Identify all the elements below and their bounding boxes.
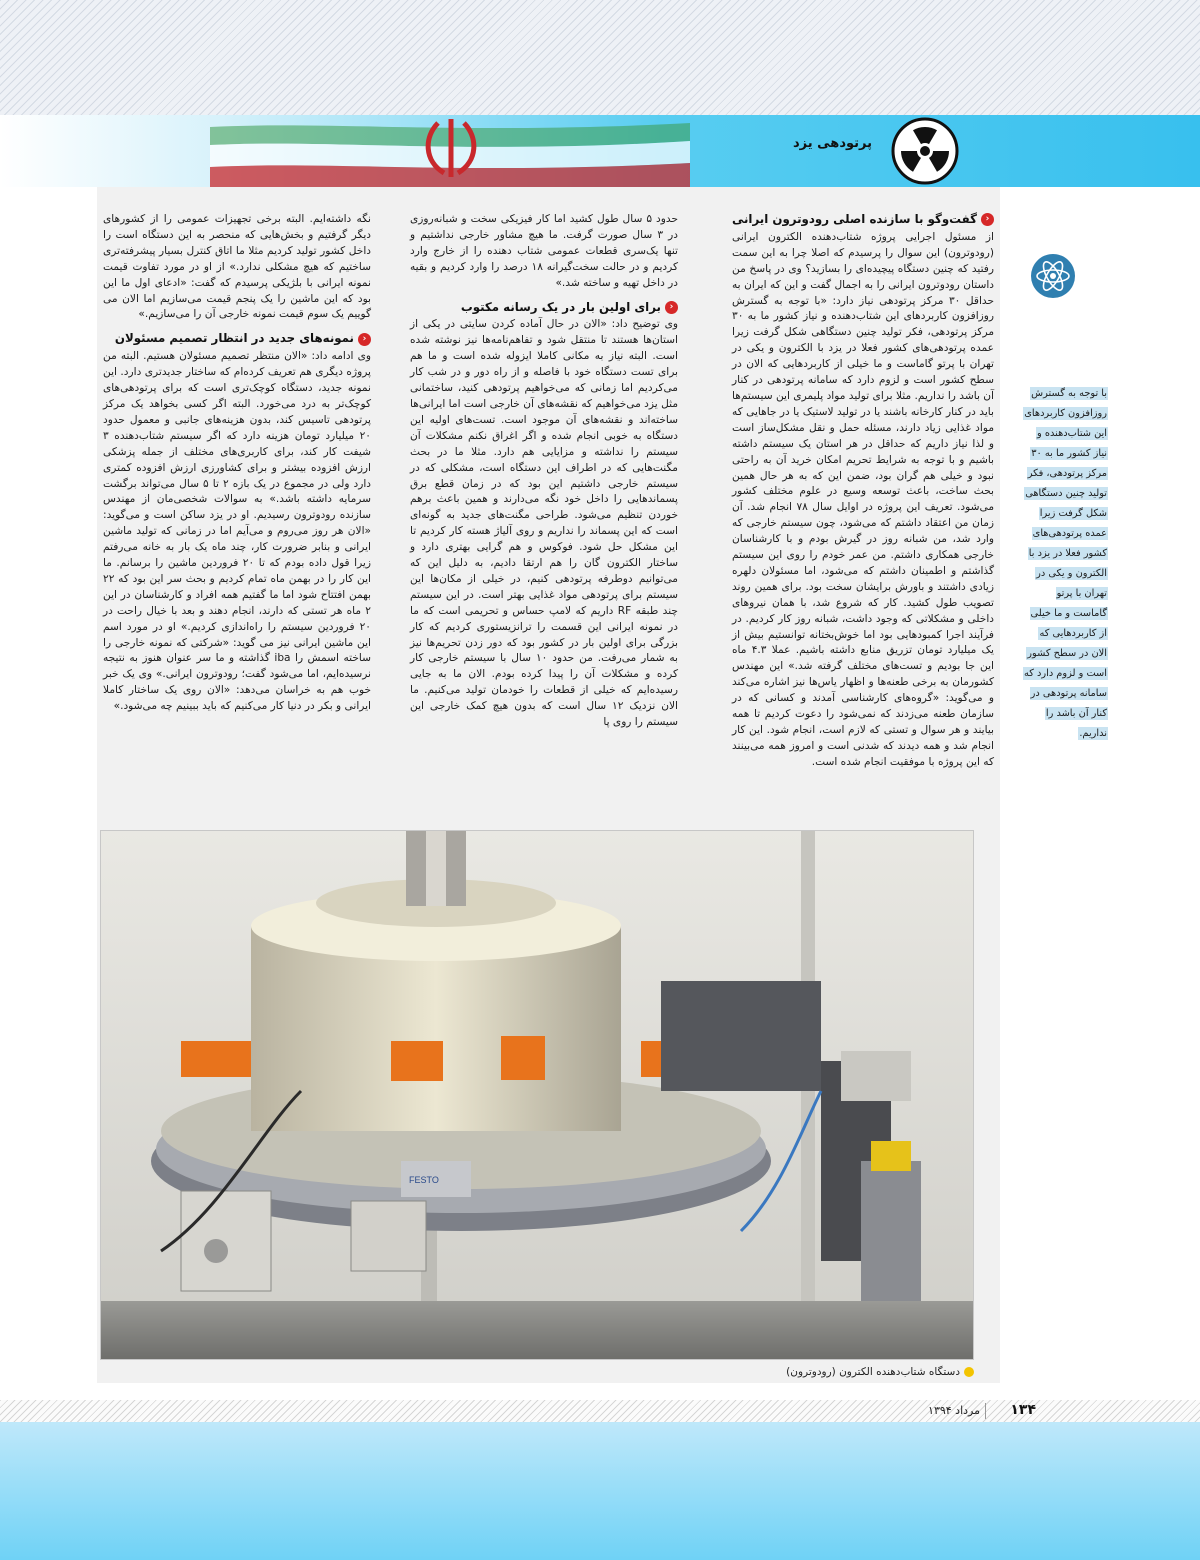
rhodotron-photo: [100, 830, 974, 1360]
article-column-3: [103, 212, 371, 717]
radiation-icon: [891, 117, 959, 185]
paragraph: حدود ۵ سال طول کشید اما کار فیزیکی سخت و شبانه‌روزی در ۳ سال صورت گرفت. ما هیچ مشاور خارجی نداشتیم و تنها یک‌سری قطعات عمومی شتاب دهنده را از خارج وارد کردیم و در حالت سخت‌گیرانه ۱۸ درصد را وارد کردیم و بقیه در داخل تهیه و ساخته شد.»: [410, 213, 679, 289]
bottom-band: [0, 1422, 1200, 1560]
subheading-new-models: ‹ نمونه‌های جدید در انتظار تصمیم مسئولان: [103, 331, 371, 347]
page-number: ۱۳۴: [1010, 1402, 1036, 1418]
subheading-interview: ‹ گفت‌وگو با سازنده اصلی رودوترون ایرانی: [732, 212, 994, 228]
chevron-bullet-icon: ‹: [981, 213, 994, 226]
chevron-bullet-icon: ‹: [358, 333, 371, 346]
section-title: پرتودهی یزد: [792, 136, 872, 151]
paragraph: از مسئول اجرایی پروژه شتاب‌دهنده الکترون ایرانی (رودوترون) این سوال را پرسیدم که اصلا چرا به این سمت رفتید که چنین دستگاه پیچیده‌ای را بسازید؟ وی در پاسخ من داستان رودوترون ایرانی را به اجمال گفت و این که ایران به حداقل ۳۰ مرکز پرتودهی نیاز دارد: «با توجه به گسترش روزافزون کاربردهای این شتاب‌دهنده و نیاز کشور ما به ۳۰ مرکز پرتودهی، فکر تولید چنین دستگاهی شکل گرفت زیرا عمده پرتودهی‌های کشور فعلا در یزد با الکترون و یکی در تهران با پرتو گاماست و ما خیلی از کاربردهایی که الان در سطح کشور است و لزوم دارد که سامانه پرتودهی در کنار آن باشد را نداریم. مثلا برای تولید مواد پلیمری این سیستم‌ها باید در کنار کارخانه باشند یا در تولید لاستیک یا در جاهایی که مواد غذایی زیاد دارند، مسئله حمل و نقل مشکل‌ساز است و لذا نیاز داریم که حداقل در هر استان یک سیستم داشته باشیم و با توجه به شرایط تحریم امکان خرید آن به راحتی نبود و خیلی هم گران بود، ضمن این که به هر حال همین بحث ساخت، باعث توسعه وسیع در علوم مختلف کشور می‌شود. تعریف این پروژه در اوایل سال ۷۸ انجام شد. آن زمان من اعتقاد داشتم که می‌شود، چون سیستم خارجی که وارد شد، من شبانه روز در گیرش بودم و با کارشناسان خارجی همکاری داشتم. من عمر خودم را روی این سیستم گذاشتم و اطمینان داشتم که می‌شود، اما مسئولان دلهره زیادی داشتند و باورش برایشان سخت بود. برای همین روند تصویب طول کشید. کار که شروع شد، با همان نیروهای داخلی و مشکلاتی که وجود داشت، شبانه روز کار کردیم. در فرآیند اجرا کمبودهایی بود اما خوش‌بختانه توانستیم بیش از یک میلیارد تومان تزریق منابع داشته باشیم. عملا ۴.۳ ماه این جا بودیم و تست‌های مختلف گرفته شد.» این مهندس کشورمان به برخی طعنه‌ها و اظهار یاس‌ها نیز اشاره می‌کند و می‌گوید: «گروه‌های کارشناسی آمدند و کسانی که در سازمان طعنه می‌زدند که نمی‌شود را دعوت کردیم تا همه بیایند و هر سوال و تستی که لازم است، انجام شود. این کار انجام شد و همه دیدند که شدنی است و امروز همه می‌بینند که این پروژه با موفقیت انجام شده است.: [732, 230, 994, 768]
issue-date: مرداد ۱۳۹۴: [928, 1404, 980, 1417]
subheading-first-time: ‹ برای اولین بار در یک رسانه مکتوب: [410, 300, 678, 316]
article-column-2: [410, 212, 678, 733]
caption-marker-icon: [964, 1367, 974, 1377]
rhodotron-machine-illustration: [101, 831, 974, 1360]
iran-flag-graphic: [210, 115, 690, 187]
chevron-bullet-icon: ‹: [665, 301, 678, 314]
sidebar-pull-quote: با توجه به گسترش روزافزون کاربردهای این شتاب‌دهنده و نیاز کشور ما به ۳۰ مرکز پرتودهی، فکر تولید چنین دستگاهی شکل گرفت زیرا عمده پرتودهی‌های کشور فعلا در یزد با الکترون و یکی در تهران با پرتو گاماست و ما خیلی از کاربردهایی که الان در سطح کشور است و لزوم دارد که سامانه پرتودهی در کنار آن باشد را نداریم.: [1023, 388, 1107, 739]
top-pattern-band: [0, 0, 1200, 115]
article-column-1: [732, 212, 994, 773]
paragraph: وی ادامه داد: «الان منتظر تصمیم مسئولان هستیم. البته من پروژه دیگری هم تعریف کرده‌ام که ساختار جدیدتری دارد. این نمونه جدید، دستگاه کوچک‌تری است که برای پرتودهی‌های کوچک‌تر به درد می‌خورد. البته اگر کسی بخواهد یک مرکز پرتودهی تاسیس کند، بدون هزینه‌های جانبی و معمول حدود ۲۰ میلیارد تومان هزینه دارد که اگر سیستم شتاب‌دهنده ۳ شیفت کار کند، برای کاربری‌های مختلف از جمله پزشکی ارزش افزوده بیشتر و برای کشاورزی ارزش افزوده کمتری دارد ولی در مجموع در یک بازه ۲ تا ۵ سال می‌تواند برگشت سرمایه داشته باشد.» به سوالات شخصی‌مان از مهندس سازنده رودوترون رسیدیم. او در یزد ساکن است و می‌گوید: «الان هر روز می‌روم و می‌آیم اما در زمانی که تولید ماشین ایرانی و بنابر ضرورت کار، چند ماه یک بار به خانه می‌رفتم زیرا قول داده بودم که تا ۲۰ فروردین ماشین را برسانم. ما این کار را در بهمن ماه تمام کردیم و بحث سر این بود که ۲۲ بهمن افتتاح شود اما ما گفتیم همه افراد و کارشناسان در این ۲ ماه هر تستی که دارند، انجام دهند و بعد با خیال راحت در ۲۰ فروردین سیستم را راه‌اندازی کردیم.» او در مورد اسم این ماشین ایرانی نیز می گوید: «شرکتی که نمونه خارجی را ساخته اسمش را iba گذاشته و ما سر عنوان هنوز به نتیجه نرسیده‌ایم، اما می‌شود گفت؛ رودوترون ایرانی.» وی یک خبر خوب هم به خراسان می‌دهد: «الان روی یک ساختار کاملا ایرانی و بکر در دنیا کار می‌کنیم که باید ببینیم چه می‌شود.»: [103, 350, 371, 713]
photo-label: FESTO: [409, 1175, 439, 1185]
header-band: [0, 115, 1200, 187]
atom-icon: [1030, 253, 1076, 299]
footer-divider: [985, 1403, 986, 1419]
paragraph: نگه داشته‌ایم. البته برخی تجهیزات عمومی را از کشورهای دیگر گرفتیم و بخش‌هایی که منحصر به این دستگاه است را داخل کشور تولید کردیم مثلا ما اتاق کنترل بسیار پیشرفته‌تری ساختیم که هیچ مشکلی ندارد.» از او در مورد تفاوت قیمت نمونه ایرانی با بلژیکی پرسیدم که گفت: «ادعای اول ما این بود که این ماشین را یک پنجم قیمت می‌سازیم اما الان می گوییم یک سوم قیمت نمونه خارجی آن را می‌سازیم.»: [103, 213, 371, 321]
paragraph: وی توضیح داد: «الان در حال آماده کردن سایتی در یکی از استان‌ها هستند تا منتقل شود و تفاهم‌نامه‌ها نیز نوشته شده است. البته نیاز به مکانی کاملا ایزوله شده است و ما هم برای تست دستگاه خود با فاصله و از راه دور و در شب کار می‌کردیم اما زمانی که می‌خواهیم پرتودهی کنید، ساختمانی مثل یزد می‌خواهیم که نقشه‌های آن خارجی است اما ایرانی‌ها ساخته‌اند و نقشه‌های آن موجود است. تست‌های اولیه این دستگاه به خوبی انجام شده و اگر اغراق نکنم مشکلات آن سیستم را نداشته و مزایایی هم دارد. مثلا ما در بحث مگنت‌هایی که در اطراف این دستگاه است، مشکلی که در سیستم خارجی داشتیم این بود که در زمان قطع برق پسماندهایی را داخل خود نگه می‌دارند و همین باعث برهم خوردن تنظیم می‌شود. طراحی مگنت‌های جدید به گونه‌ای است که این پسماند را نداریم و روی آلیاژ هسته کار کردیم تا این مشکل حل شود. فوکوس و هم گرایی بهتری دارد و ساختار الکترون گان را هم ارتقا دادیم، به دلیل این که می‌توانیم دوطرفه پرتودهی کنیم، در خیلی از مکان‌ها این سیستم برای پرتودهی مواد غذایی بهتر است. در این سیستم چند طبقه RF داریم که لامپ حساس و تحریمی است که ما در نمونه ایرانی این قسمت را ترانزیستوری کردیم که کار بزرگی برای اولین بار در کشور بود که دور زدن تحریم‌ها نیز به شمار می‌رفت. من حدود ۱۰ سال با سیستم خارجی کار کرده و مشکلات آن را پیدا کرده بودم. الان ما به جایی رسیده‌ایم که خیلی از قطعات را خودمان تولید می‌کنیم. ما الان نزدیک ۱۲ سال است که بدون هیچ کمک خارجی این سیستم را روی پا: [410, 318, 678, 729]
photo-caption: دستگاه شتاب‌دهنده الکترون (رودوترون): [700, 1366, 974, 1378]
